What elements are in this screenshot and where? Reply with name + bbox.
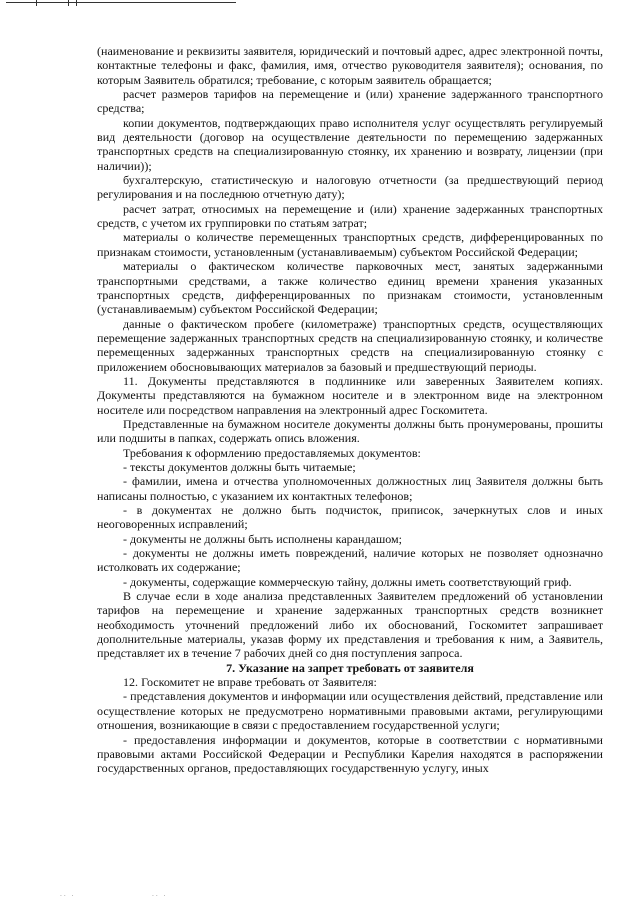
paragraph-11-originals: 11. Документы представляются в подлиннике или заверенных Заявителем копиях. Документы представляются на бумажном носителе и в электронном виде на электронном носителе или посредством направления на электронный адрес Госкомитета. bbox=[97, 373, 603, 417]
paragraph-requirements-intro: Требования к оформлению предоставляемых документов: bbox=[123, 445, 421, 460]
paragraph-moved-vehicles: материалы о количестве перемещенных транспортных средств, дифференцированных по признакам стоимости, установленным (устанавливаемым) субъектом Российской Федерации; bbox=[97, 230, 603, 259]
section-heading: 7. Указание на запрет требовать от заявителя bbox=[226, 660, 474, 675]
paragraph-additional-materials: В случае если в ходе анализа представленных Заявителем предложений об установлении тарифов на перемещение и хранение задержанных транспортных средств возникнет необходимость уточнений предложений либо их обоснований, Госкомитет запрашивает дополнительные материалы, указав форму их представления и требования к ним, а Заявитель, представляет их в течение 7 рабочих дней со дня поступления запроса. bbox=[97, 589, 603, 661]
paragraph-paper-docs: Представленные на бумажном носителе документы должны быть пронумерованы, прошиты или подшиты в папках, содержать опись вложения. bbox=[97, 416, 603, 446]
scan-footer-mark: ·· · bbox=[60, 893, 76, 900]
paragraph-license-copies: копии документов, подтверждающих право исполнителя услуг осуществлять регулируемый вид деятельности (договор на осуществление деятельности по перемещению задержанных транспортных средств на специализированную стоянку, их хранению и возврату, лицензии (при наличии)); bbox=[97, 115, 603, 173]
paragraph-tariff-calc: расчет размеров тарифов на перемещение и (или) хранение задержанного транспортного средства; bbox=[97, 87, 603, 116]
scan-edge-mark bbox=[6, 0, 236, 6]
scan-footer-mark: ·· · bbox=[152, 893, 168, 900]
paragraph-12-prohibition: 12. Госкомитет не вправе требовать от Заявителя: bbox=[123, 675, 377, 690]
list-item-no-erasures: - в документах не должно быть подчисток, приписок, зачеркнутых слов и иных неоговоренных исправлений; bbox=[97, 503, 603, 532]
paragraph-mileage: данные о фактическом пробеге (километраже) транспортных средств, осуществляющих перемещение задержанных транспортных средств на специализированную стоянку, и количестве перемещенных задержанных транспортных средств на специализированную стоянку с приложением обосновывающих материалов за базовый и предшествующий периоды. bbox=[97, 316, 603, 374]
list-item-no-damage: - документы не должны иметь повреждений, наличие которых не позволяет однозначно истолковать их содержание; bbox=[97, 546, 603, 575]
list-item-trade-secret: - документы, содержащие коммерческую тайну, должны иметь соответствующий гриф. bbox=[123, 574, 572, 589]
paragraph-parking-places: материалы о фактическом количестве парковочных мест, занятых задержанными транспортными средствами, а также количество единиц времени хранения указанных транспортных средств, дифференцированных по признакам стоимости, установленным (устанавливаемым) субъектом Российской Федерации; bbox=[97, 259, 603, 317]
list-item-names: - фамилии, имена и отчества уполномоченных должностных лиц Заявителя должны быть написаны полностью, с указанием их контактных телефонов; bbox=[97, 474, 603, 503]
document-page bbox=[97, 44, 603, 776]
list-item-state-held-info: - предоставления информации и документов, которые в соответствии с нормативными правовыми актами Российской Федерации и Республики Карелия находятся в распоряжении государственных органов, предоставляющих государственную услугу, иных bbox=[97, 732, 603, 776]
list-item-readable: - тексты документов должны быть читаемые; bbox=[123, 459, 356, 474]
paragraph-applicant-details: (наименование и реквизиты заявителя, юридический и почтовый адрес, адрес электронной почты, контактные телефоны и факс, фамилия, имя, отчество руководителя заявителя); основания, по которым Заявитель обратился; требование, с которым заявитель обращается; bbox=[97, 44, 603, 87]
list-item-no-pencil: - документы не должны быть исполнены карандашом; bbox=[123, 531, 403, 546]
list-item-extra-documents: - представления документов и информации или осуществления действий, представление или осуществление которых не предусмотрено нормативными правовыми актами, регулирующими отношения, возникающие в связи с предоставлением государственной услуги; bbox=[97, 689, 603, 733]
paragraph-cost-calc: расчет затрат, относимых на перемещение и (или) хранение задержанных транспортных средств, с учетом их группировки по статьям затрат; bbox=[97, 201, 603, 231]
paragraph-accounting: бухгалтерскую, статистическую и налоговую отчетности (за предшествующий период регулирования и на последнюю отчетную дату); bbox=[97, 173, 603, 202]
